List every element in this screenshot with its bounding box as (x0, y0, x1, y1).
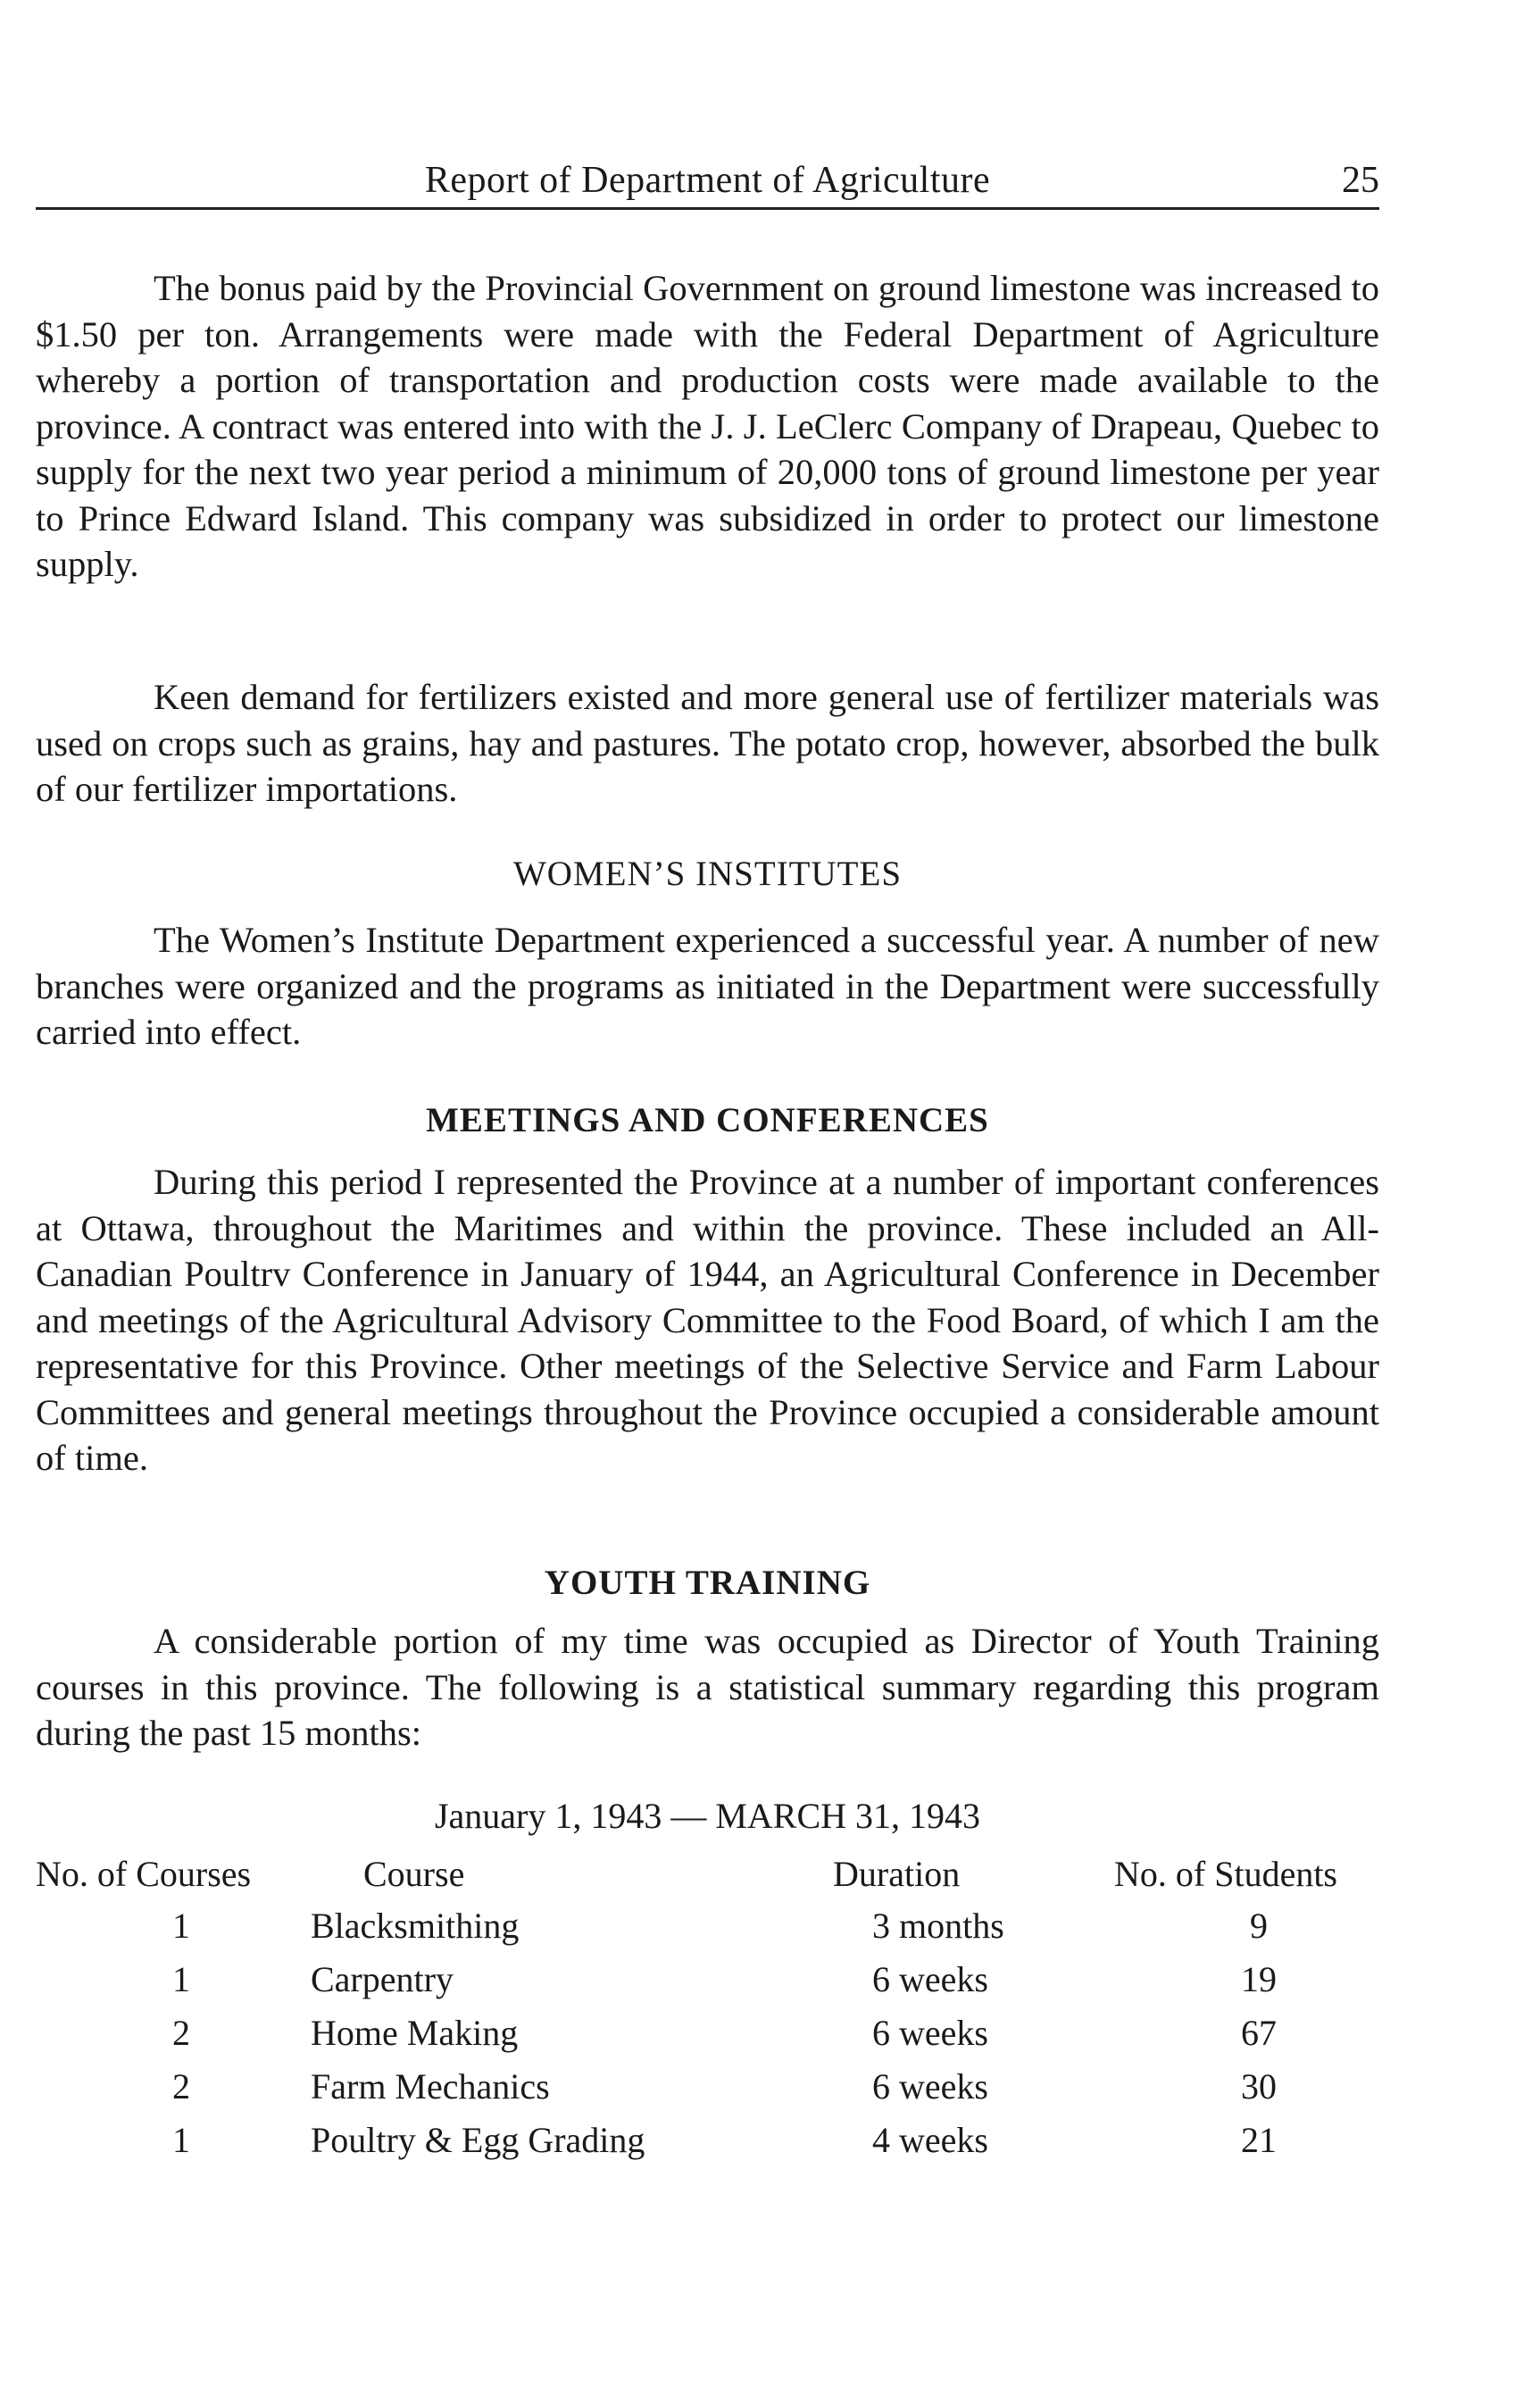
paragraph-limestone-text: The bonus paid by the Provincial Government on ground limestone was increased to $1.50 per ton. Arrangements were made with the Federal Department of Agriculture whereby a portion of transportation and production costs were made available to the province. A contract was entered into with the J. J. LeClerc Company of Drapeau, Quebec to supply for the next two year period a minimum of 20,000 tons of ground limestone per year to Prince Edward Island. This company was subsidized in order to protect our limestone supply. (36, 268, 1379, 584)
cell-num-students: 9 (1250, 1906, 1268, 1946)
table-row (36, 2065, 1379, 2112)
cell-num-courses: 1 (172, 1959, 190, 1999)
cell-duration: 6 weeks (872, 1959, 988, 1999)
table-row (36, 1958, 1379, 2005)
cell-num-courses: 1 (172, 1906, 190, 1946)
header-title: Report of Department of Agriculture (424, 160, 991, 201)
cell-num-courses: 2 (172, 2013, 190, 2053)
paragraph-womens-institutes-text: The Women’s Institute Department experienced a successful year. A number of new branches were organized and the programs as initiated in the Department were successfully carried into effect. (36, 920, 1379, 1052)
paragraph-limestone (36, 265, 1379, 588)
cell-duration: 6 weeks (872, 2066, 988, 2107)
heading-meetings-conferences: MEETINGS AND CONFERENCES (426, 1101, 989, 1139)
table-row (36, 2012, 1379, 2058)
table-row (36, 2119, 1379, 2165)
table-period-title: January 1, 1943 — MARCH 31, 1943 (434, 1796, 981, 1836)
cell-num-students: 21 (1241, 2120, 1277, 2160)
page-number: 25 (1342, 160, 1379, 201)
heading-womens-institutes: WOMEN’S INSTITUTES (512, 855, 903, 893)
running-header (36, 154, 1379, 210)
cell-course: Home Making (311, 2013, 519, 2053)
paragraph-youth-training (36, 1618, 1379, 1756)
cell-num-courses: 2 (172, 2066, 190, 2107)
cell-duration: 3 months (872, 1906, 1004, 1946)
cell-num-students: 67 (1241, 2013, 1277, 2053)
paragraph-youth-training-text: A considerable portion of my time was occupied as Director of Youth Training courses in this province. The following is a statistical summary regarding this program during the past 15 months: (36, 1621, 1379, 1753)
paragraph-fertilizers-text: Keen demand for fertilizers existed and more general use of fertilizer materials was used on crops such as grains, hay and pastures. The potato crop, however, absorbed the bulk of our fertilizer importations. (36, 677, 1379, 809)
cell-num-students: 19 (1241, 1959, 1277, 1999)
column-header-duration: Duration (833, 1854, 961, 1894)
cell-duration: 4 weeks (872, 2120, 988, 2160)
paragraph-womens-institutes (36, 917, 1379, 1055)
column-header-num-courses: No. of Courses (36, 1854, 252, 1894)
paragraph-meetings (36, 1159, 1379, 1481)
heading-youth-training: YOUTH TRAINING (544, 1564, 871, 1602)
table-header-row (36, 1853, 1379, 1899)
cell-num-students: 30 (1241, 2066, 1277, 2107)
cell-course: Farm Mechanics (311, 2066, 550, 2107)
column-header-course: Course (363, 1854, 465, 1894)
table-row (36, 1905, 1379, 1951)
cell-num-courses: 1 (172, 2120, 190, 2160)
paragraph-fertilizers (36, 674, 1379, 813)
column-header-num-students: No. of Students (1114, 1854, 1337, 1894)
cell-course: Carpentry (311, 1959, 454, 1999)
cell-duration: 6 weeks (872, 2013, 988, 2053)
paragraph-meetings-text: During this period I represented the Province at a number of important conferences at Ottawa, throughout the Maritimes and within the province. These included an All-Canadian Poultrv Conference in January of 1944, an Agricultural Conference in December and meetings of the Agricultural Advisory Committee to the Food Board, of which I am the representative for this Province. Other meetings of the Selective Service and Farm Labour Committees and general meetings throughout the Province occupied a considerable amount of time. (36, 1162, 1379, 1478)
cell-course: Poultry & Egg Grading (311, 2120, 645, 2160)
cell-course: Blacksmithing (311, 1906, 520, 1946)
